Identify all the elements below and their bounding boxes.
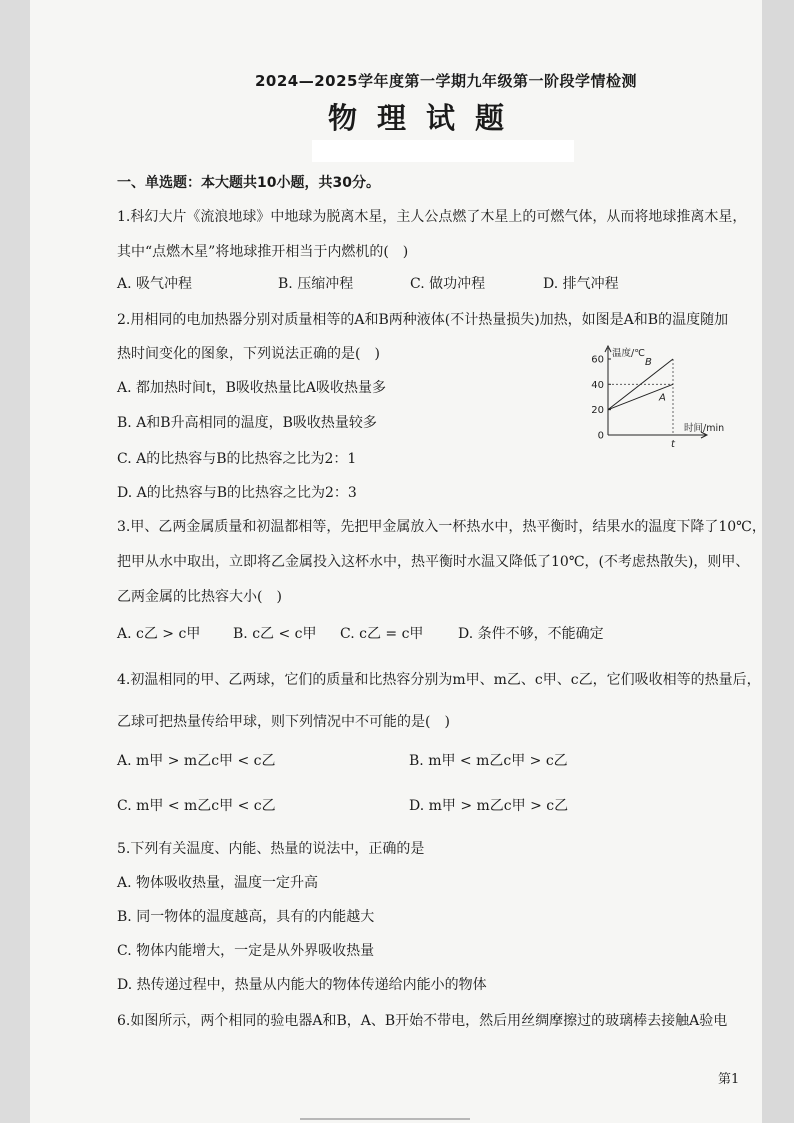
page-number: 第1 xyxy=(718,1072,740,1087)
q5-line1: 5.下列有关温度、内能、热量的说法中，正确的是 xyxy=(117,841,425,857)
q1-option-a: A. 吸气冲程 xyxy=(117,276,193,292)
redacted-area xyxy=(312,140,574,162)
q3-line2: 把甲从水中取出，立即将乙金属投入这杯水中，热平衡时水温又降低了10℃，(不考虑热散失)，则甲、 xyxy=(117,554,750,570)
y-tick-label: 0 xyxy=(597,430,604,442)
q4-option-d: D. m甲 > m乙c甲 > c乙 xyxy=(409,798,569,814)
q2-option-c: C. A的比热容与B的比热容之比为2：1 xyxy=(117,451,357,467)
q3-option-d: D. 条件不够，不能确定 xyxy=(458,626,604,642)
q4-line1: 4.初温相同的甲、乙两球，它们的质量和比热容分别为m甲、m乙、c甲、c乙，它们吸收相等的热量后， xyxy=(117,672,761,688)
y-tick-label: 40 xyxy=(591,379,604,391)
temperature-time-chart xyxy=(588,340,748,450)
y-axis-label: 温度/℃ xyxy=(612,348,645,359)
q4-option-c: C. m甲 < m乙c甲 < c乙 xyxy=(117,798,276,814)
q4-option-b: B. m甲 < m乙c甲 > c乙 xyxy=(409,753,568,769)
x-tick-label: t xyxy=(671,439,675,450)
section-heading: 一、单选题：本大题共10小题，共30分。 xyxy=(117,175,380,191)
q4-option-a: A. m甲 > m乙c甲 < c乙 xyxy=(117,753,276,769)
x-axis-label: 时间/min xyxy=(684,423,725,434)
y-tick-label: 60 xyxy=(591,354,604,366)
exam-title: 物理试题 xyxy=(328,101,525,135)
y-tick-label: 20 xyxy=(591,405,604,417)
q1-line2: 其中“点燃木星”将地球推开相当于内燃机的( ) xyxy=(117,244,409,260)
scan-left-margin xyxy=(0,0,30,1123)
q2-option-a: A. 都加热时间t，B吸收热量比A吸收热量多 xyxy=(117,380,387,396)
q6-line1: 6.如图所示，两个相同的验电器A和B，A、B开始不带电，然后用丝绸摩擦过的玻璃棒去接触A验电 xyxy=(117,1013,728,1029)
q2-option-b: B. A和B升高相同的温度，B吸收热量较多 xyxy=(117,415,377,431)
series-label-B: B xyxy=(645,357,652,368)
q5-option-a: A. 物体吸收热量，温度一定升高 xyxy=(117,875,319,891)
scan-artifact-line xyxy=(300,1118,470,1120)
q3-option-a: A. c乙 > c甲 xyxy=(117,626,201,642)
q3-line1: 3.甲、乙两金属质量和初温都相等，先把甲金属放入一杯热水中，热平衡时，结果水的温度下降了10℃， xyxy=(117,519,766,535)
q1-line1: 1.科幻大片《流浪地球》中地球为脱离木星，主人公点燃了木星上的可燃气体，从而将地球推离木星， xyxy=(117,209,747,225)
q2-option-d: D. A的比热容与B的比热容之比为2：3 xyxy=(117,485,357,501)
q1-option-b: B. 压缩冲程 xyxy=(278,276,354,292)
q1-option-d: D. 排气冲程 xyxy=(543,276,619,292)
exam-header: 2024—2025学年度第一学期九年级第一阶段学情检测 xyxy=(255,72,637,90)
q5-option-d: D. 热传递过程中，热量从内能大的物体传递给内能小的物体 xyxy=(117,977,487,993)
q5-option-b: B. 同一物体的温度越高，具有的内能越大 xyxy=(117,909,375,925)
q3-option-b: B. c乙 < c甲 xyxy=(233,626,317,642)
q1-option-c: C. 做功冲程 xyxy=(410,276,486,292)
series-label-A: A xyxy=(659,392,666,404)
scan-right-margin xyxy=(762,0,794,1123)
q5-option-c: C. 物体内能增大，一定是从外界吸收热量 xyxy=(117,943,375,959)
q2-line1: 2.用相同的电加热器分别对质量相等的A和B两种液体(不计热量损失)加热，如图是A和B的温度随加 xyxy=(117,312,729,328)
q4-line2: 乙球可把热量传给甲球，则下列情况中不可能的是( ) xyxy=(117,714,450,730)
q2-line2: 热时间变化的图象，下列说法正确的是( ) xyxy=(117,346,380,362)
q3-option-c: C. c乙 = c甲 xyxy=(340,626,424,642)
q3-line3: 乙两金属的比热容大小( ) xyxy=(117,589,282,605)
